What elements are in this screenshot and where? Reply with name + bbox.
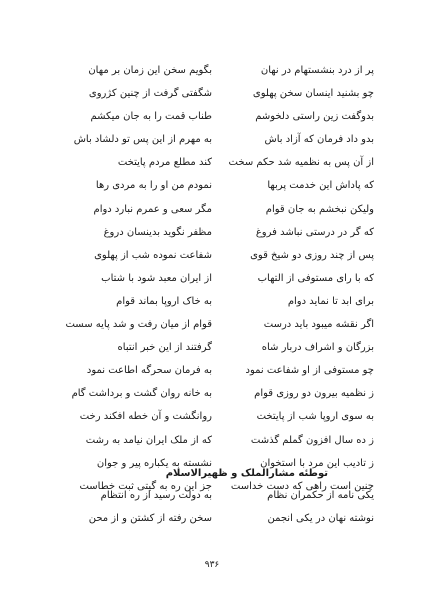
- hemistich-first: ز ده سال افزون گملم گذشت: [250, 434, 374, 446]
- hemistich-second: روانگشت و آن خطه افکند رخت: [79, 411, 212, 423]
- poem-second: [62, 484, 374, 530]
- verse-line: [62, 507, 374, 530]
- verse-line: [62, 221, 374, 244]
- hemistich-first: بدو داد فرمان که آزاد باش: [264, 134, 374, 146]
- hemistich-first: ز تادیب این مرد با استخوان: [260, 457, 374, 469]
- hemistich-first: پس از چند روزی دو شیخ قوی: [250, 249, 374, 261]
- section-heading: توطئه مشارالملک و ظهیرالاسلام: [165, 468, 328, 479]
- hemistich-second: به مهرم از این پس تو دلشاد باش: [73, 134, 212, 146]
- hemistich-second: سخن رفته از کشتن و از محن: [88, 513, 212, 525]
- hemistich-second: مگر سعی و عمرم نبارد دوام: [93, 203, 212, 215]
- hemistich-second: جز این ره به گیتی ثبت خطاست: [79, 480, 212, 492]
- verse-line: [62, 59, 374, 82]
- hemistich-first: ز نظمیه بیرون دو روزی قوام: [254, 388, 374, 400]
- hemistich-first: که پاداش این خدمت پربها: [267, 180, 374, 192]
- verse-line: [62, 105, 374, 128]
- hemistich-second: به خانه روان گشت و برداشت گام: [71, 388, 212, 400]
- verse-line: [62, 82, 374, 105]
- hemistich-second: گرفتند از این خبر انتباه: [117, 342, 212, 354]
- hemistich-first: یکی نامه از حکمران نظام: [267, 490, 374, 501]
- verse-line: [62, 359, 374, 382]
- hemistich-second: طناب قمت را به جان میکشم: [90, 111, 212, 123]
- verse-line: [62, 174, 374, 197]
- hemistich-second: قوام از میان رفت و شد پایه سست: [65, 319, 212, 331]
- verse-line: [62, 313, 374, 336]
- verse-line: [62, 290, 374, 313]
- hemistich-second: شگفتی گرفت از چنین کژروی: [88, 88, 212, 100]
- hemistich-second: که از ملک ایران نیامد به رشت: [85, 434, 212, 446]
- hemistich-first: بدوگفت زین راستی دلخوشم: [255, 111, 374, 123]
- page-number: ۹۳۶: [204, 560, 220, 570]
- verse-line: [62, 429, 374, 452]
- hemistich-first: که با رای مستوفی از التهاب: [257, 272, 374, 284]
- verse-line: [62, 128, 374, 151]
- hemistich-first: اگر نقشه میبود باید درست: [263, 319, 374, 331]
- hemistich-second: به خاک اروپا بماند قوام: [116, 295, 212, 307]
- hemistich-first: ولیکن نبخشم به جان قوام: [265, 203, 374, 215]
- verse-line: [62, 244, 374, 267]
- hemistich-first: برای ابد تا نماید دوام: [287, 295, 374, 307]
- hemistich-first: چو مستوفی از او شفاعت نمود: [245, 365, 374, 377]
- hemistich-second: مظفر نگوید بدینسان دروغ: [103, 226, 212, 238]
- verse-line: [62, 267, 374, 290]
- hemistich-first: چو بشنید اینسان سخن پهلوی: [252, 88, 374, 100]
- hemistich-first: نوشته نهان در یکی انجمن: [267, 513, 374, 525]
- hemistich-second: بگویم سخن این زمان بر مهان: [88, 65, 212, 76]
- hemistich-second: نمودم من او را به مردی رها: [95, 180, 212, 192]
- hemistich-second: کند مطلع مردم پایتخت: [117, 157, 212, 169]
- hemistich-first: به سوی اروپا شب از پایتخت: [256, 411, 374, 423]
- hemistich-first: بزرگان و اشراف دربار شاه: [261, 342, 374, 354]
- hemistich-second: از ایران معبد شود با شتاب: [101, 272, 212, 284]
- verse-line: [62, 405, 374, 428]
- hemistich-first: پر از درد بنشستهام در نهان: [260, 65, 374, 76]
- hemistich-second: به فرمان سحرگه اطاعت نمود: [86, 365, 212, 377]
- hemistich-second: نشسته به یکباره پیر و جوان: [96, 457, 212, 469]
- hemistich-first: چنین است راهی که دست خداست: [230, 480, 374, 492]
- verse-line: [62, 336, 374, 359]
- hemistich-first: از آن پس به نظمیه شد حکم سخت: [228, 157, 374, 169]
- verse-line: [62, 484, 374, 507]
- hemistich-first: که گر در درستی نباشد فروغ: [255, 226, 374, 238]
- poem-main: [62, 59, 374, 498]
- verse-line: [62, 198, 374, 221]
- hemistich-second: به دولت رسید از ره انتظام: [100, 490, 212, 501]
- hemistich-second: شفاعت نموده شب از پهلوی: [94, 249, 212, 261]
- verse-line: [62, 382, 374, 405]
- verse-line: [62, 151, 374, 174]
